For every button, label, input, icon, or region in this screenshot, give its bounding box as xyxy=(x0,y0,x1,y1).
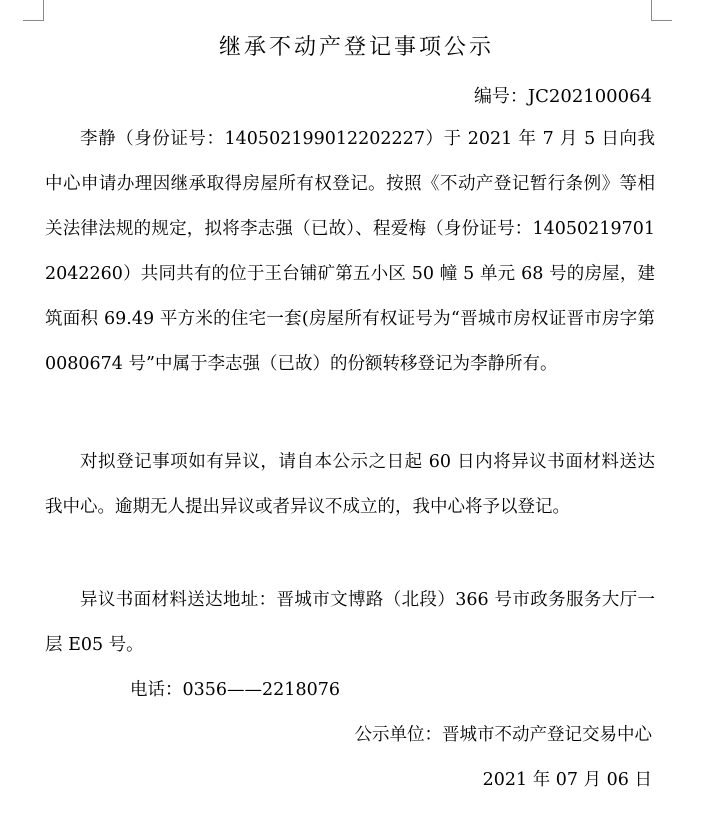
document-number: 编号：JC202100064 xyxy=(473,86,652,107)
crop-mark-top-right xyxy=(651,0,672,21)
crop-mark-top-left xyxy=(23,0,44,21)
paragraph-application: 李静（身份证号：140502199012202227）于 2021 年 7 月 5 日向我中心申请办理因继承取得房屋所有权登记。按照《不动产登记暂行条例》等相关法律法规的规定，拟将李志强（已故）、程爱梅（身份证号：140502197012042260）共同共有的位于王台铺矿第五小区 50 幢 5 单元 68 号的房屋，建筑面积 69.49 平方米的住宅一套(房屋所有权证号为“晋城市房权证晋市房字第 0080674 号”中属于李志强（已故）的份额转移登记为李静所有。 xyxy=(45,129,655,374)
paragraph-objection: 对拟登记事项如有异议，请自本公示之日起 60 日内将异议书面材料送达我中心。逾期无人提出异议或者异议不成立的，我中心将予以登记。 xyxy=(45,452,655,517)
paragraph-address: 异议书面材料送达地址：晋城市文博路（北段）366 号市政务服务大厅一层 E05 号。 xyxy=(45,590,655,655)
date-line: 2021 年 07 月 06 日 xyxy=(482,770,652,790)
document-title: 继承不动产登记事项公示 xyxy=(218,35,494,60)
issuer-line: 公示单位：晋城市不动产登记交易中心 xyxy=(354,725,652,745)
phone-line: 电话：0356——2218076 xyxy=(130,680,340,700)
